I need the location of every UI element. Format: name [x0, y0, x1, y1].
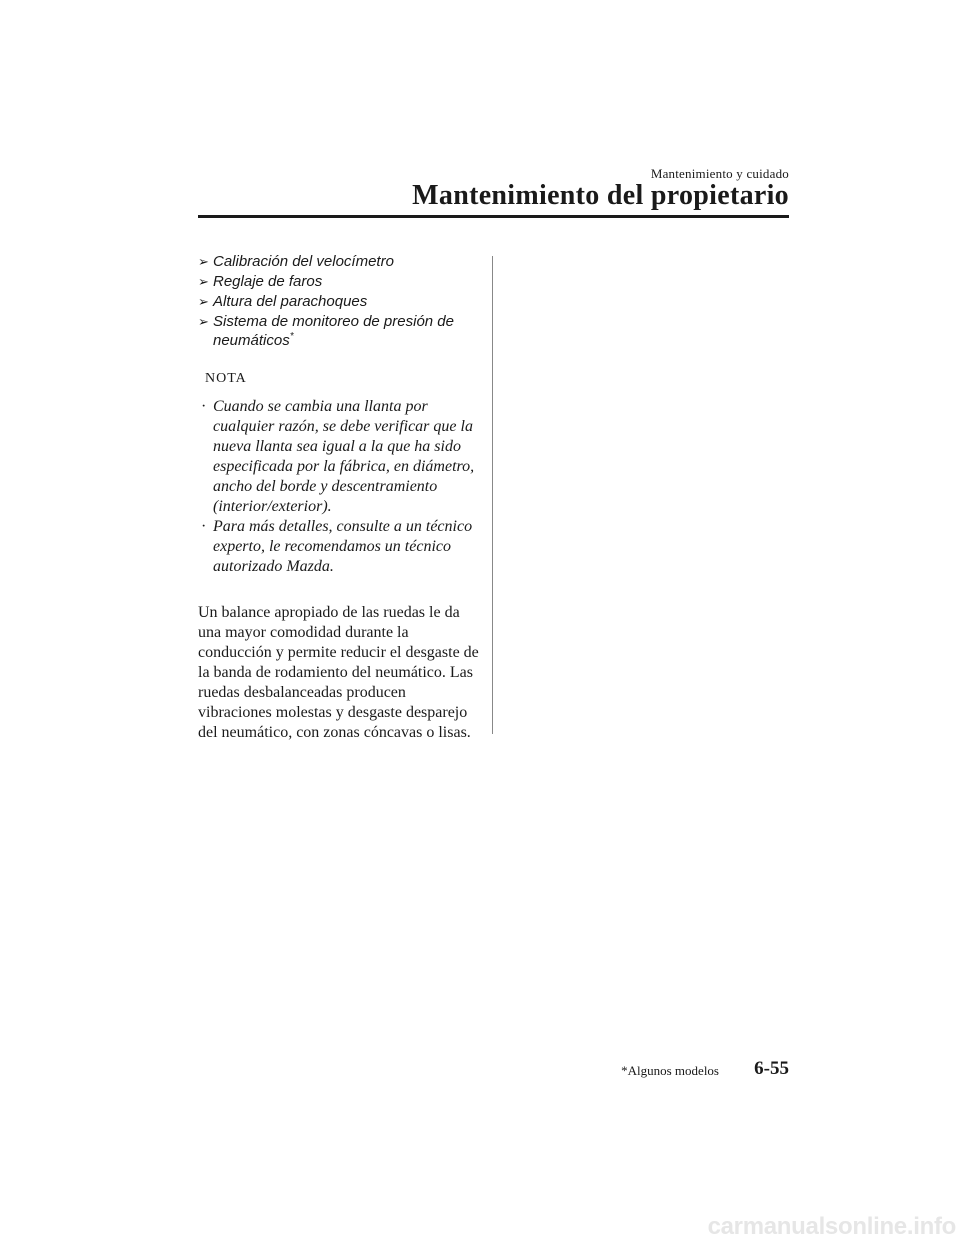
dot-bullet-icon: · — [201, 398, 207, 415]
arrow-bullet-icon: ➢ — [198, 314, 209, 329]
note-item — [198, 397, 480, 517]
procedure-item — [198, 252, 480, 271]
header-rule — [198, 215, 789, 218]
section-header: Mantenimiento y cuidado — [650, 166, 789, 181]
procedure-item — [198, 312, 480, 350]
watermark: carmanualsonline.info — [707, 1213, 956, 1240]
note-block — [198, 371, 480, 577]
arrow-bullet-icon: ➢ — [198, 294, 209, 309]
footnote: *Algunos modelos — [621, 1063, 719, 1078]
procedure-item — [198, 292, 480, 311]
asterisk-marker: * — [289, 331, 294, 342]
left-column — [198, 252, 480, 743]
procedure-item-text: Calibración del velocímetro — [213, 253, 394, 270]
body-paragraph: Un balance apropiado de las ruedas le da una mayor comodidad durante la conducción y permite reducir el desgaste de la banda de rodamiento del neumático. Las ruedas desbalanceadas producen vibraciones molestas y desgaste desparejo del neumático, con zonas cóncavas o lisas. — [198, 604, 479, 741]
procedure-item-text: Altura del parachoques — [213, 293, 368, 310]
note-item-text: Cuando se cambia una llanta por cualquier razón, se debe verificar que la nueva llanta sea igual a la que ha sido especificada por la fábrica, en diámetro, ancho del borde y descentramiento (interior/exterior). — [213, 398, 475, 515]
procedure-item-text: Reglaje de faros — [213, 273, 323, 290]
note-item-text: Para más detalles, consulte a un técnico experto, le recomendamos un técnico autorizado Mazda. — [213, 518, 473, 575]
note-item — [198, 517, 480, 577]
arrow-bullet-icon: ➢ — [198, 274, 209, 289]
column-divider — [492, 256, 493, 734]
arrow-bullet-icon: ➢ — [198, 254, 209, 269]
page-title: Mantenimiento del propietario — [412, 180, 789, 211]
procedure-item-text: Sistema de monitoreo de presión de neumáticos — [213, 313, 454, 349]
page-number: 6-55 — [754, 1058, 789, 1079]
note-label: NOTA — [205, 371, 247, 386]
dot-bullet-icon: · — [201, 518, 207, 535]
note-list — [198, 397, 480, 577]
procedure-item — [198, 272, 480, 291]
procedure-list — [198, 252, 480, 350]
